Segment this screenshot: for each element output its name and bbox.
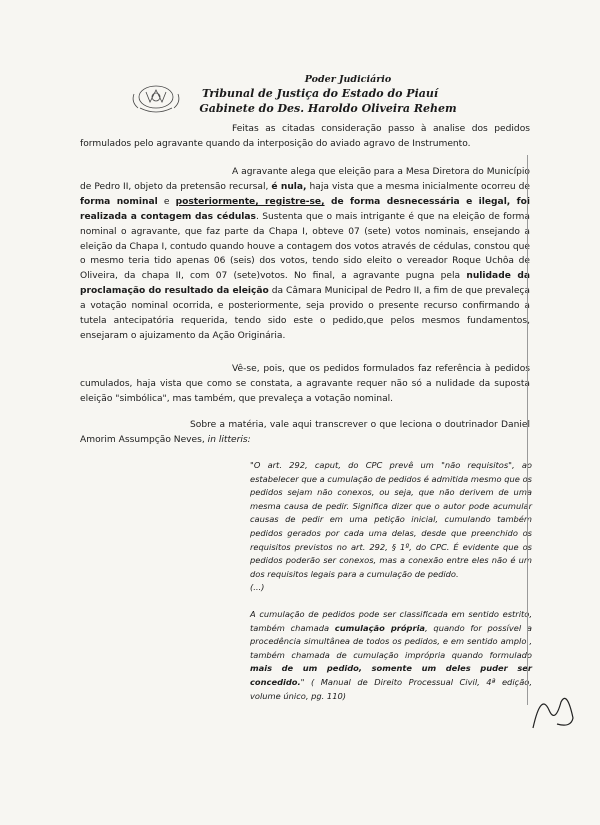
- header-line-judiciary: Poder Judiciário: [304, 74, 392, 85]
- signature-mark: [527, 688, 579, 734]
- paragraph-allegations: A agravante alega que eleição para a Mesa Diretora do Município de Pedro II, objeto da pretensão recursal, é nula, haja vista que a mesma inicialmente ocorreu de forma nominal e posteriormente, registre-se, de forma desnecessária e ilegal, foi realizada a contagem das cédulas. Sustenta que o mais intrigante é que na eleição de forma nominal o agravante, que faz parte da Chapa I, obteve 07 (sete) votos nominais, ensejando a eleição da Chapa I, contudo quando houve a contagem dos votos através de cédulas, constou que o mesmo teria tido apenas 06 (seis) dos votos, tendo sido eleito o vereador Roque Uchôa de Oliveira, da chapa II, com 07 (sete)votos. No final, a agravante pugna pela nulidade da proclamação do resultado da eleição da Câmara Municipal de Pedro II, a fim de que prevaleça a votação nominal ocorrida, e posteriormente, seja provido o presente recurso confirmando a tutela antecipatória requerida, tendo sido este o pedido,que pelos mesmos fundamentos, ensejaram o ajuizamento da Ação Originária.: [80, 167, 531, 341]
- paragraph-doctrine-intro: Sobre a matéria, vale aqui transcrever o que leciona o doutrinador Daniel Amorim Assumpção Neves, in litteris:: [80, 420, 530, 445]
- paragraph-cumulated-requests: Vê-se, pois, que os pedidos formulados faz referência à pedidos cumulados, haja vista que como se constata, a agravante requer não só a nulidade da suposta eleição "simbólica", mas também, que prevaleça a votação nominal.: [80, 364, 530, 404]
- quote-paragraph-1: "O art. 292, caput, do CPC prevê um "não requisitos", ao estabelecer que a cumulação de pedidos é admitida mesmo que os pedidos sejam não conexos, ou seja, que não derivem de uma mesma causa de pedir. Significa dizer que o autor pode acumular causas de pedir em uma petição inicial, cumulando também pedidos gerados por cada uma delas, desde que preenchido os requisitos previstos no art. 292, § 1º, do CPC. É evidente que os pedidos poderão ser conexos, mas a conexão entre eles não é um dos requisitos legais para a cumulação de pedido.: [250, 460, 532, 579]
- header-line-court: Tribunal de Justiça do Estado do Piauí: [201, 87, 439, 100]
- quote-ellipsis: (...): [250, 582, 265, 593]
- quote-paragraph-2: A cumulação de pedidos pode ser classificada em sentido estrito, também chamada cumulação própria, quando for possível a procedência simultânea de todos os pedidos, e em sentido amplo , também chamada de cumulação imprópria quando formulado mais de um pedido, somente um deles puder ser concedido." ( Manual de Direito Processual Civil, 4ª edição, volume único, pg. 110): [250, 608, 532, 701]
- margin-rule: [527, 155, 528, 705]
- header-line-office: Gabinete do Des. Haroldo Oliveira Rehem: [199, 102, 457, 115]
- block-quote: [250, 459, 532, 703]
- paragraph-intro: Feitas as citadas consideração passo à analise dos pedidos formulados pelo agravante quando da interposição do aviado agravo de Instrumento.: [80, 124, 530, 149]
